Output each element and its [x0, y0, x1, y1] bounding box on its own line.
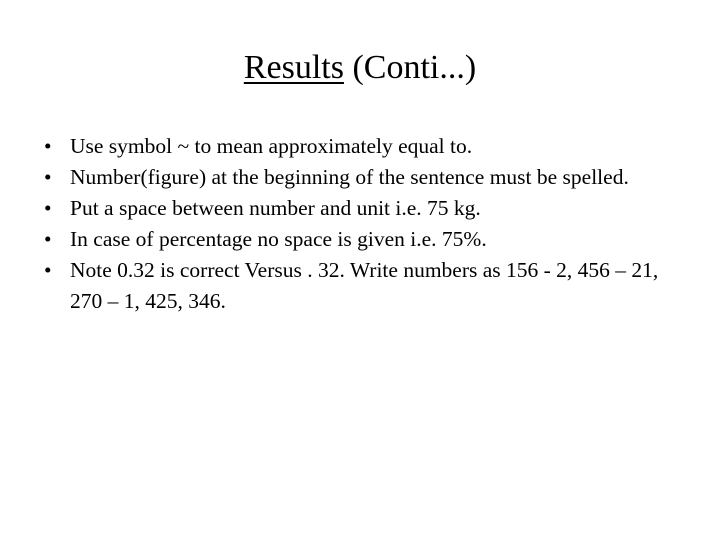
bullet-item	[44, 193, 684, 224]
bullet-text: Put a space between number and unit i.e. 75 kg.	[70, 196, 481, 220]
slide-title	[0, 46, 720, 90]
bullet-item	[44, 162, 684, 193]
bullet-list	[44, 131, 684, 317]
bullet-item	[44, 255, 684, 317]
bullet-text: In case of percentage no space is given i.e. 75%.	[70, 227, 487, 251]
bullet-text: Use symbol ~ to mean approximately equal to.	[70, 134, 473, 158]
bullet-dot-icon: •	[44, 258, 52, 282]
bullet-dot-icon: •	[44, 165, 52, 189]
bullet-item	[44, 224, 684, 255]
bullet-text: Number(figure) at the beginning of the sentence must be spelled.	[70, 165, 629, 189]
bullet-item	[44, 131, 684, 162]
title-continuation-text: (Conti...)	[352, 49, 477, 86]
bullet-dot-icon: •	[44, 227, 52, 251]
bullet-dot-icon: •	[44, 196, 52, 220]
title-underlined-text: Results	[243, 49, 344, 86]
bullet-dot-icon: •	[44, 134, 52, 158]
bullet-text: Note 0.32 is correct Versus . 32. Write numbers as 156 - 2, 456 – 21, 270 – 1, 425, 346.	[70, 258, 659, 313]
